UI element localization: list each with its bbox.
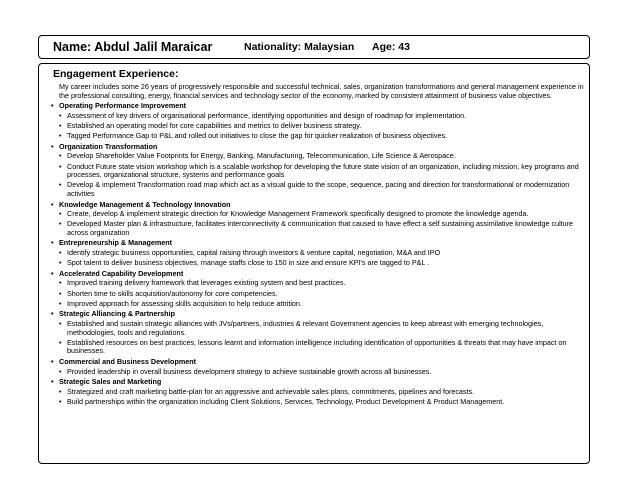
- intro-paragraph: My career includes some 26 years of progressively responsible and successful technical, sales, organization transformations and general management experience in the professional consulting, energy, financial services and technology sector of the economy, marked by consistent attainment of business value objectives.: [59, 82, 584, 100]
- candidate-name: Name: Abdul Jalil Maraicar: [53, 40, 213, 54]
- list-item: • Established an operating model for core capabilities and metrics to deliver business strategy.: [49, 122, 587, 131]
- candidate-age: Age: 43: [372, 41, 410, 53]
- category-organization-transformation: • Organization Transformation: [49, 143, 587, 152]
- list-item: • Spot talent to deliver business objectives, manage staffs close to 150 in size and ensure KPI's are tagged to P&L .: [49, 259, 587, 268]
- list-item: • Improved training delivery framework that leverages existing system and best practices.: [49, 279, 587, 288]
- list-item: • Assessment of key drivers of organisational performance, identifying opportunities and design of roadmap for implementation.: [49, 112, 587, 121]
- list-item: • Conduct Future state vision workshop which is a scalable workshop for developing the future state vision of an organization, including mission, key programs and processes, organizational structure, systems and performance goals: [49, 163, 587, 180]
- section-content: [49, 83, 587, 408]
- list-item: • Shorten time to skills acquisition/autonomy for core competencies.: [49, 290, 587, 299]
- list-item: • Established resources on best practices, lessons learnt and information intelligence including identification of opportunities & threats that may have impact on businesses.: [49, 339, 587, 356]
- list-item: • Provided leadership in overall business development strategy to achieve sustainable growth across all businesses.: [49, 368, 587, 377]
- category-knowledge-management: • Knowledge Management & Technology Innovation: [49, 201, 587, 210]
- list-item: • Tagged Performance Gap to P&L and rolled out initiatives to close the gap for quicker realization of business objectives.: [49, 132, 587, 141]
- engagement-experience-box: [38, 63, 590, 464]
- list-item: • Build partnerships within the organization including Client Solutions, Services, Technology, Product Development & Product Management.: [49, 398, 587, 407]
- list-item: • Develop Shareholder Value Footprints for Energy, Banking, Manufacturing, Telecommunication, Life Science & Aerospace.: [49, 152, 587, 161]
- list-item: • Established and sustain strategic alliances with JVs/partners, industries & relevant Government agencies to keep abreast with emerging technologies, methodologies, tools and regulations.: [49, 320, 587, 337]
- section-title: Engagement Experience:: [53, 68, 179, 80]
- header-box: [38, 35, 590, 59]
- list-item: • Develop & implement Transformation road map which act as a visual guide to the scope, sequence, pacing and direction for transformational or modernization activities: [49, 181, 587, 198]
- category-operating-performance: • Operating Performance Improvement: [49, 102, 587, 111]
- category-sales-marketing: • Strategic Sales and Marketing: [49, 378, 587, 387]
- list-item: • Create, develop & implement strategic direction for Knowledge Management Framework specifically designed to promote the knowledge agenda.: [49, 210, 587, 219]
- list-item: • Improved approach for assessing skills acquisition to help reduce attrition.: [49, 300, 587, 309]
- list-item: • Developed Master plan & infrastructure, facilitates interconnectivity & communication that caused to have effect a self sustaining assimilative knowledge culture across organization: [49, 220, 587, 237]
- category-entrepreneurship: • Entrepreneurship & Management: [49, 239, 587, 248]
- category-business-development: • Commercial and Business Development: [49, 358, 587, 367]
- category-capability-development: • Accelerated Capability Development: [49, 270, 587, 279]
- category-strategic-alliancing: • Strategic Alliancing & Partnership: [49, 310, 587, 319]
- list-item: • Strategized and craft marketing battle-plan for an aggressive and achievable sales plans, commitments, pipelines and forecasts.: [49, 388, 587, 397]
- candidate-nationality: Nationality: Malaysian: [244, 41, 355, 53]
- list-item: • Identify strategic business opportunities, capital raising through investors & venture capital, negotiation, M&A and IPO: [49, 249, 587, 258]
